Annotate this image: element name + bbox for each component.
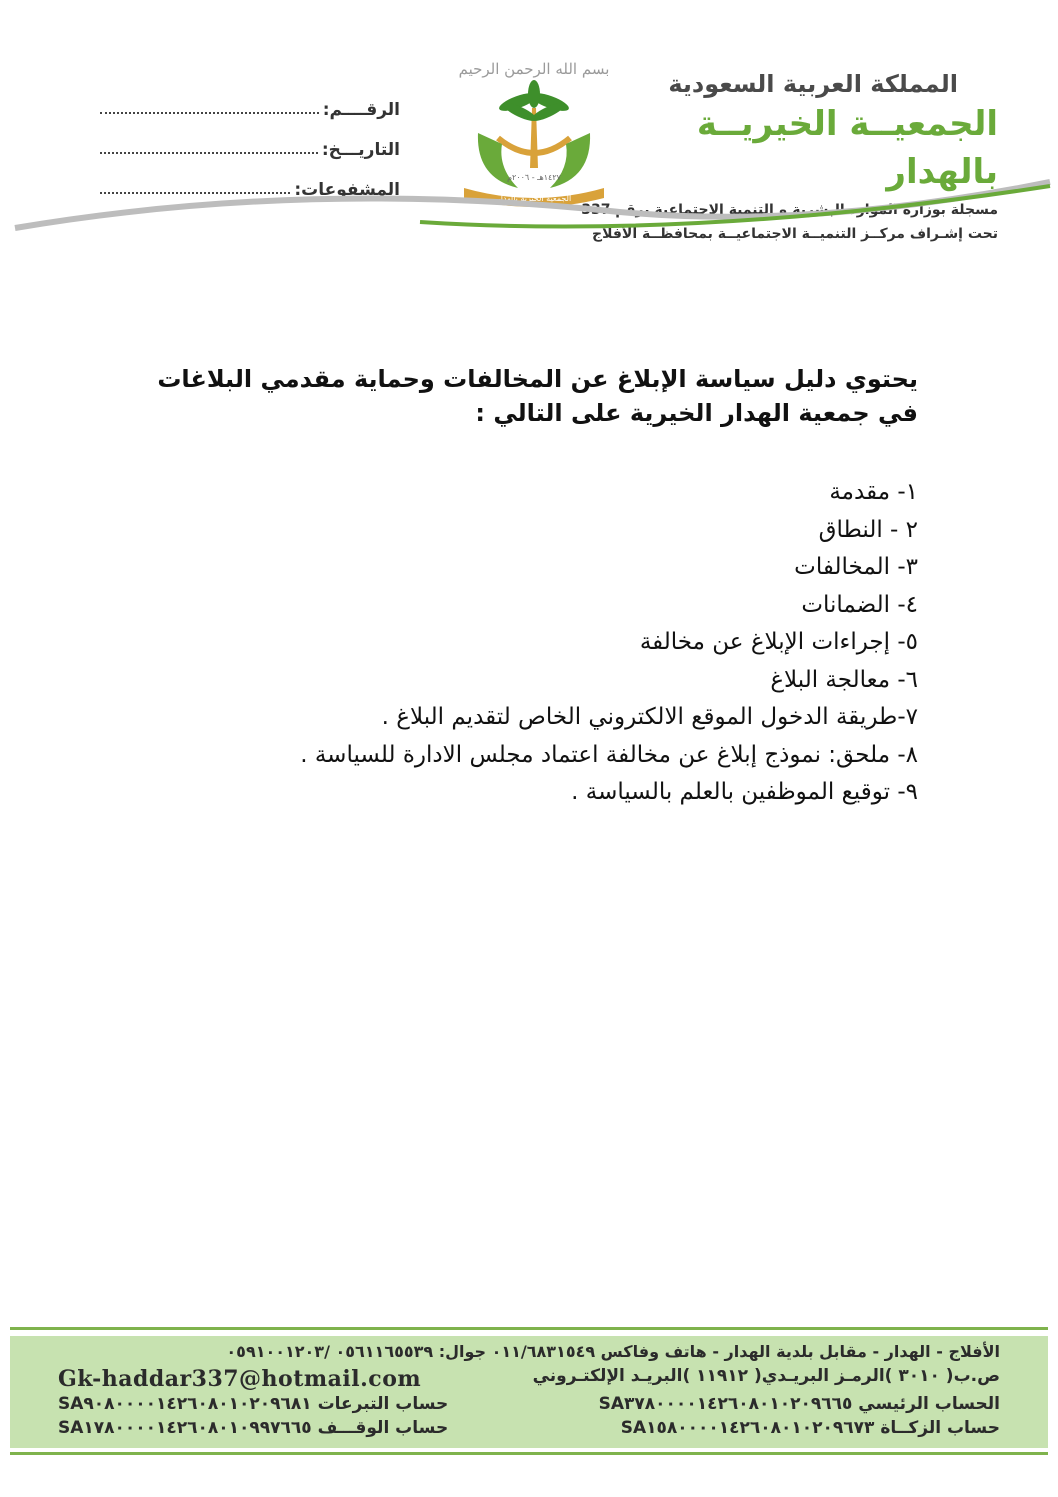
logo-year: ١٤٢٧هـ - ٢٠٠٦م (507, 173, 561, 182)
header-swoosh (0, 170, 1058, 245)
waqf-account-text: حساب الوقـــف SA١٧٨٠٠٠٠١٤٢٦٠٨٠١٠٩٩٧٦٦٥ (58, 1418, 449, 1438)
list-item: ٢ - النطاق (818, 516, 918, 543)
list-item: ١- مقدمة (829, 479, 918, 505)
registration-text: مسجلة بوزارة الموارد البشرية و التنمية الاجتماعية برقم 337 (581, 202, 998, 218)
footer-accounts-row-1 (58, 1394, 1000, 1414)
list-item: ٣- المخالفات (794, 554, 918, 580)
list-item: ٧-طريقة الدخول الموقع الالكتروني الخاص لتقديم البلاغ . (381, 704, 918, 730)
reference-number-field (100, 80, 400, 120)
list-item: ٥- إجراءات الإبلاغ عن مخالفة (639, 629, 918, 655)
donations-account-text: حساب التبرعات SA٩٠٨٠٠٠٠١٤٢٦٠٨٠١٠٢٠٩٦٨١ (58, 1394, 449, 1414)
main-account-text: الحساب الرئيسي SA٣٧٨٠٠٠٠١٤٢٦٠٨٠١٠٢٠٩٦٦٥ (598, 1394, 1000, 1414)
palm-leaves-icon (497, 80, 571, 124)
document-body (128, 362, 918, 812)
list-item: ٦- معالجة البلاغ (770, 666, 918, 693)
address-text: الأفلاج - الهدار - مقابل بلدية الهدار - هاتف وفاكس ٠١١/٦٨٣١٥٤٩ جوال: ٠٥٦١١٦٥٥٣٩ /٠٥٩١٠٠١٢٠٣ (226, 1342, 1000, 1361)
dotted-line (100, 102, 319, 114)
list-item: ٩- توقيع الموظفين بالعلم بالسياسة . (571, 779, 918, 805)
footer-top-rule (10, 1327, 1048, 1330)
pobox-text: ص.ب( ٣٠١٠ )الرمـز البريـدي( ١١٩١٢ )البريـد الإلكتـروني (532, 1366, 1000, 1386)
footer-email-row (58, 1366, 1000, 1392)
intro-paragraph: يحتوي دليل سياسة الإبلاغ عن المخالفات وحماية مقدمي البلاغات في جمعية الهدار الخيرية على التالي : (157, 365, 918, 427)
footer-contact-box (10, 1336, 1048, 1448)
supervision-text: تحت إشـراف مركــز التنميــة الاجتماعيــة بمحافظــة الأفلاج (592, 226, 998, 242)
field-label: التاريـــخ: (321, 140, 400, 160)
dotted-line (100, 142, 318, 154)
organization-name: الجمعيــة الخيريــة بالهدار (696, 104, 998, 192)
footer-accounts-row-2 (58, 1418, 1000, 1438)
basmala-text: بسم الله الرحمن الرحيم (458, 60, 610, 78)
date-field (100, 120, 400, 160)
footer-address-row (58, 1342, 1000, 1361)
logo-caption: الجمعية الخيرية بالهدار (496, 194, 572, 203)
email-link[interactable]: Gk-haddar337@hotmail.com (58, 1366, 422, 1392)
footer-bottom-rule (10, 1452, 1048, 1455)
list-item: ٨- ملحق: نموذج إبلاغ عن مخالفة اعتماد مجلس الادارة للسياسة . (300, 741, 918, 768)
zakat-account-text: حساب الزكــاة SA١٥٨٠٠٠٠١٤٢٦٠٨٠١٠٢٠٩٦٧٣ (620, 1418, 1000, 1438)
list-item: ٤- الضمانات (801, 591, 918, 618)
kingdom-name: المملكة العربية السعودية (668, 70, 958, 98)
field-label: الرقــــم: (322, 100, 400, 120)
field-label: المشفوعات: (294, 180, 400, 200)
contents-list (128, 474, 918, 812)
